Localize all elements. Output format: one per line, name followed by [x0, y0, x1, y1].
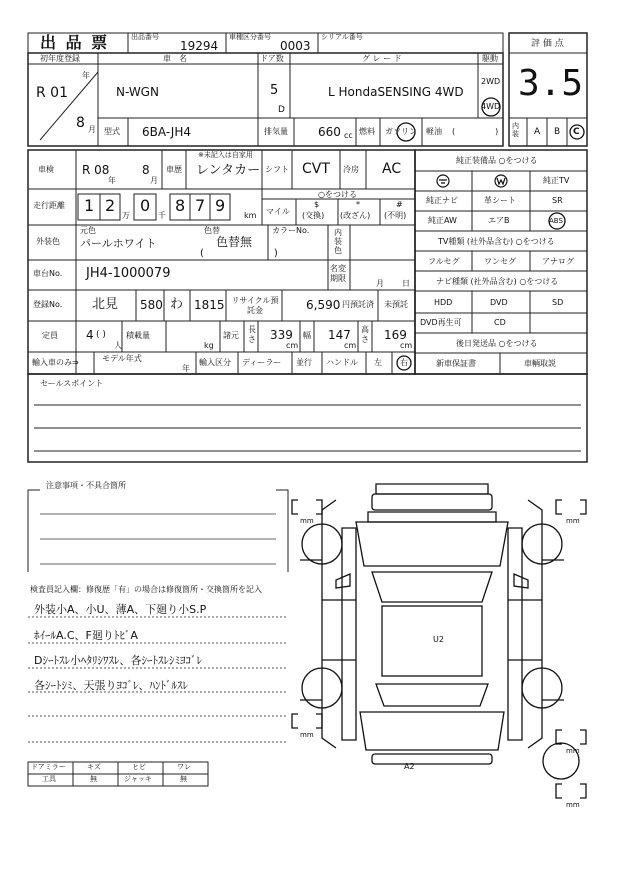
tv-one: ワンセグ [484, 257, 516, 266]
color-label: 外装色 [36, 237, 60, 246]
first-reg-label: 初年度登録 [40, 54, 80, 63]
paint-paren: ( ) [200, 248, 278, 259]
plate-label: 登録No. [33, 300, 63, 309]
cc-label: 排気量 [264, 127, 288, 136]
handle-left: 左 [374, 358, 382, 367]
parallel-option: 並行 [296, 358, 312, 367]
inspection-month: 8 [142, 163, 150, 177]
recycle-unit: 円預託済 [342, 300, 374, 309]
inspection-month-unit: 月 [150, 176, 158, 185]
interior-c: C [573, 127, 580, 137]
year-unit: 年 [82, 71, 90, 80]
navi-dvd: DVD [490, 298, 508, 307]
equip-navi: 純正ナビ [426, 196, 458, 205]
caution-label: 注意事項・不具合箇所 [46, 481, 126, 490]
class-number: 0003 [280, 39, 311, 53]
interior-label: 内装 [512, 122, 519, 138]
ac-value: AC [382, 161, 402, 177]
chassis-number: JH4-1000079 [86, 266, 171, 281]
history-note: ※未記入は自家用 [198, 151, 253, 159]
score-label: 評 価 点 [531, 39, 564, 49]
fuel-other: ( ) [452, 127, 499, 136]
import-div-label: 輸入区分 [199, 358, 231, 367]
shift-value: CVT [302, 161, 330, 177]
note-line-2: ﾎｲｰﾙA.C、F廻りﾄﾋﾞA [34, 629, 138, 642]
sales-point-label: セールスポイント [40, 379, 104, 388]
interior-a: A [534, 127, 541, 137]
chassis-label: 車台No. [33, 269, 63, 278]
inspection-era: R 08 [82, 163, 110, 177]
paint-value: 色替無 [216, 235, 253, 249]
drive-2wd: 2WD [481, 77, 501, 86]
first-reg-era: R 01 [36, 85, 68, 101]
load-unit: kg [204, 341, 214, 350]
meter-unknown: (不明) [384, 211, 407, 220]
mileage-d6: 9 [215, 196, 226, 215]
shift-label: シフト [265, 165, 289, 174]
tv-type-title: TV種類 (社外品含む) ○をつける [438, 237, 555, 246]
meter-tamper: (改ざん) [340, 211, 371, 220]
legend-r4: 無 [180, 775, 187, 783]
equip-tv: 純正TV [543, 176, 570, 185]
width-label: 幅 [303, 331, 311, 340]
equip-abs: ABS [549, 217, 563, 225]
capacity-label: 定員 [42, 331, 58, 340]
plate-class: 580 [140, 298, 163, 312]
recycle-amount: 6,590 [306, 298, 341, 312]
mm-rear-left: mm [300, 731, 314, 739]
navi-dvd-play: DVD再生可 [420, 318, 462, 327]
sen-unit: 千 [158, 211, 166, 220]
km-unit: km [244, 211, 257, 220]
paint-label: 色替 [204, 226, 220, 235]
cc-unit: cc [344, 131, 353, 140]
equip-aw: 純正AW [428, 216, 457, 225]
model-name: N-WGN [116, 85, 159, 99]
lane-number: 19294 [180, 39, 219, 53]
fuel-value: ガソリン [385, 127, 417, 136]
rename-day: 日 [402, 279, 410, 288]
meter-swap-mark: $ [314, 200, 320, 209]
model-year-label: モデル年式 [102, 354, 142, 363]
interior-color-label: 内装色 [334, 228, 342, 255]
equip-leather: 革シート [484, 196, 516, 205]
sales-frame [28, 374, 587, 462]
fuel-label: 燃料 [359, 127, 375, 136]
grade-value: L HondaSENSING 4WD [328, 85, 464, 99]
serial-label: シリアル番号 [321, 33, 363, 41]
month-unit: 月 [88, 125, 96, 134]
legend-h2: キズ [87, 763, 101, 771]
handle-right: 右 [400, 358, 408, 367]
equip-airbag: エアB [488, 216, 510, 225]
mileage-d4: 8 [175, 196, 186, 215]
navi-sd: SD [552, 298, 564, 307]
capacity-paren: ( ) [96, 330, 106, 340]
door-type: D [278, 105, 285, 115]
model-year-unit: 年 [182, 364, 190, 373]
plate-kana: わ [170, 297, 184, 312]
tv-analog: アナログ [542, 257, 574, 266]
orig-color: パールホワイト [80, 237, 157, 250]
grade-label: グ レ ー ド [362, 54, 402, 63]
legend-h3: ヒビ [132, 763, 146, 771]
mm-front-left: mm [300, 517, 314, 525]
navi-cd: CD [494, 318, 506, 327]
mileage-d2: 2 [105, 196, 116, 215]
interior-b: B [554, 127, 561, 137]
rename-label: 名変期限 [330, 264, 346, 283]
height-label: 高さ [361, 325, 369, 344]
mileage-d1: 1 [84, 196, 95, 215]
length-value: 339 [270, 328, 293, 342]
meter-swap: (交換) [302, 211, 325, 220]
model-code: 6BA-JH4 [142, 125, 192, 139]
model-code-label: 型式 [104, 127, 120, 136]
history-label: 車歴 [166, 165, 182, 174]
lane-label: 出品番号 [131, 33, 159, 41]
meter-note: ○をつける [318, 190, 357, 199]
width-value: 147 [328, 328, 351, 342]
legend-h4: ワレ [177, 763, 191, 771]
plate-region: 北見 [92, 297, 119, 312]
drive-4wd: 4WD [481, 102, 501, 111]
cc-value: 660 [318, 125, 341, 139]
later-warranty: 新車保証書 [436, 359, 476, 368]
rename-month: 月 [376, 279, 384, 288]
drive-label: 駆動 [482, 54, 498, 63]
first-reg-month: 8 [76, 115, 85, 131]
history-value: レンタカー [196, 163, 261, 178]
capacity-value: 4 [86, 328, 94, 342]
inspection-year-unit: 年 [108, 176, 116, 185]
meter-unknown-mark: # [396, 200, 403, 209]
plate-number: 1815 [194, 298, 225, 312]
doors-label: ドア数 [260, 54, 284, 63]
width-unit: cm [344, 341, 357, 350]
ac-label: 冷房 [343, 165, 359, 174]
mileage-label: 走行距離 [33, 201, 65, 210]
recycle-label: リサイクル預託金 [231, 296, 279, 315]
form-title: 出 品 票 [40, 33, 110, 52]
equipment-title: 純正装備品 ○をつける [456, 156, 538, 165]
legend-r2: 無 [90, 775, 97, 783]
legend-r3: ジャッキ [124, 775, 152, 783]
later-manual: 車輌取説 [524, 359, 556, 368]
door-count: 5 [270, 83, 279, 98]
note-line-1: 外装小A、小U、薄A、下廻り小S.P [34, 603, 207, 616]
inspector-note: 検査員記入欄：修復歴「有」の場合は修復箇所・交換箇所を記入 [30, 585, 262, 594]
mileage-d5: 7 [195, 196, 206, 215]
handle-label: ハンドル [326, 358, 358, 367]
light-oil: 軽油 [426, 127, 442, 136]
mm-front-right: mm [566, 517, 580, 525]
import-label: 輸入車のみ⇒ [32, 358, 79, 367]
class-label: 車種区分番号 [229, 33, 271, 41]
maker-label: 車 名 [163, 54, 187, 63]
length-unit: cm [286, 341, 299, 350]
color-no-label: カラーNo. [272, 226, 310, 235]
inspection-label: 車検 [38, 165, 54, 174]
recycle-status: 未預託 [384, 300, 408, 309]
navi-hdd: HDD [434, 298, 453, 307]
damage-mark-rear: A2 [404, 762, 415, 771]
load-label: 積載量 [126, 331, 150, 340]
mm-rear-right: mm [566, 747, 580, 755]
dealer-option: ディーラー [242, 358, 282, 367]
mm-spare: mm [566, 801, 580, 809]
later-title: 後日発送品 ○をつける [456, 339, 538, 348]
orig-color-label: 元色 [80, 226, 96, 235]
legend-h1: ドアミラー [31, 763, 66, 771]
equip-sr: SR [552, 196, 563, 205]
length-label: 長さ [248, 325, 256, 344]
meter-tamper-mark: * [356, 200, 360, 209]
meter-mile: マイル [266, 207, 290, 216]
capacity-unit: 人 [114, 341, 122, 350]
man-unit: 万 [122, 211, 130, 220]
legend-r1: 工具 [42, 775, 56, 783]
damage-mark-roof: U2 [433, 635, 444, 644]
score-value: 3.5 [518, 63, 584, 104]
note-line-3: Dｼｰﾄｽﾚ小ﾍﾀﾘｼﾜｽﾚ、各ｼｰﾄｽﾚｼﾐﾖｺﾞﾚ [34, 654, 202, 667]
note-line-4: 各ｼｰﾄｼﾐ、天張りﾖｺﾞﾚ、ﾊﾝﾄﾞﾙｽﾚ [34, 679, 188, 692]
mileage-d3: 0 [140, 196, 151, 215]
tv-full: フルセグ [428, 257, 460, 266]
dims-label: 諸元 [223, 331, 239, 340]
height-unit: cm [400, 341, 413, 350]
height-value: 169 [384, 328, 407, 342]
navi-type-title: ナビ種類 (社外品含む) ○をつける [436, 277, 559, 286]
